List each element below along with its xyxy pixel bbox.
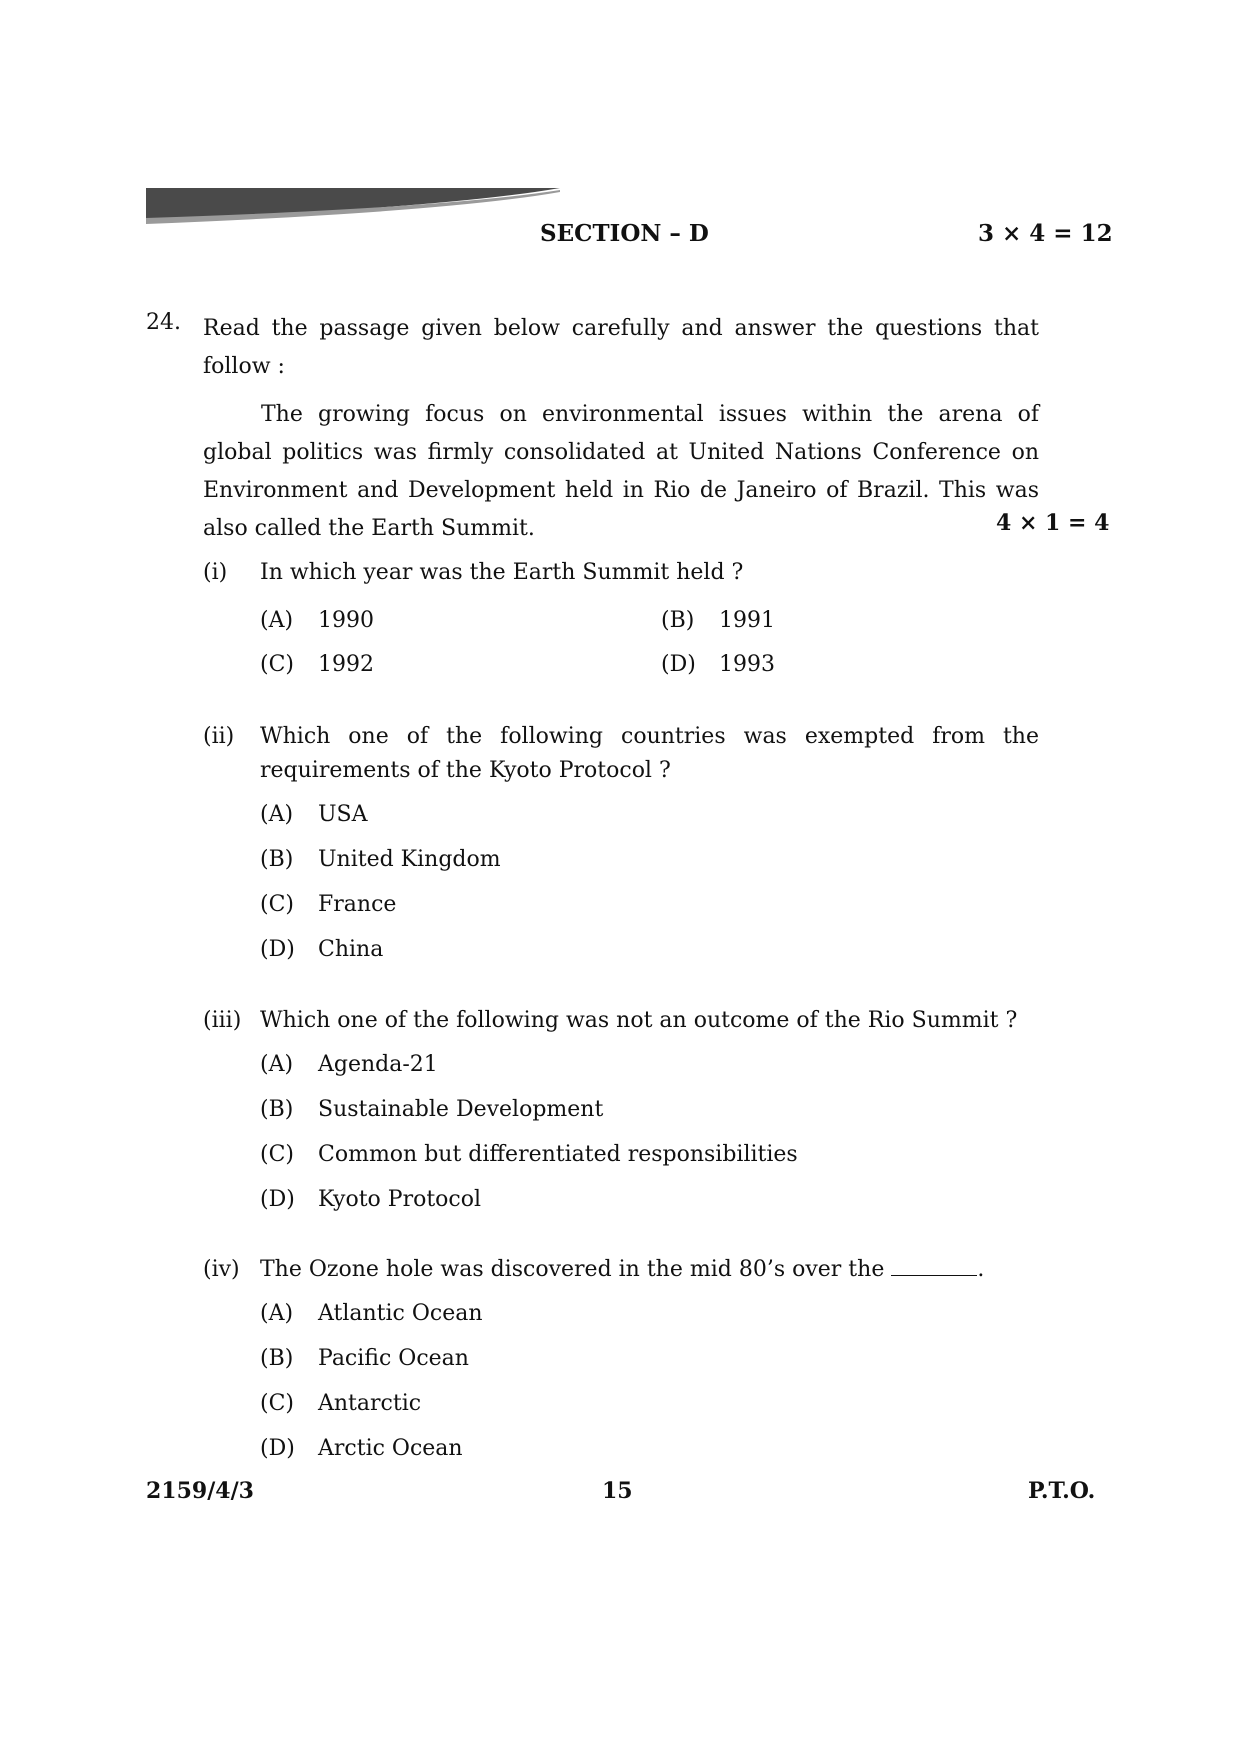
option-letter: (C): [260, 892, 294, 917]
question-number: 24.: [146, 310, 181, 335]
page-number: 15: [602, 1478, 633, 1504]
option-letter: (C): [260, 652, 294, 677]
option-letter: (D): [661, 652, 696, 677]
section-title: SECTION – D: [540, 220, 709, 247]
option-letter: (A): [260, 1052, 294, 1077]
option-text: Arctic Ocean: [318, 1436, 463, 1461]
option-letter: (D): [260, 1187, 295, 1212]
option-letter: (A): [260, 1301, 294, 1326]
answer-blank: [891, 1257, 977, 1276]
option-text: Agenda-21: [318, 1052, 438, 1077]
passage-text: The growing focus on environmental issues within the arena of global politics was firmly consolidated at United Nations Conference on Environment and Development held in Rio de Janeiro of Brazil. This was also called the Earth Summit.: [203, 402, 1039, 541]
option-text: Common but differentiated responsibilities: [318, 1142, 798, 1167]
subquestion-text: In which year was the Earth Summit held ?: [260, 560, 744, 585]
subquestion-label: (ii): [203, 724, 235, 749]
section-marks: 3 × 4 = 12: [978, 220, 1113, 247]
option-text: USA: [318, 802, 368, 827]
subquestion-text-after: .: [977, 1257, 985, 1282]
option-text: Pacific Ocean: [318, 1346, 469, 1371]
option-letter: (D): [260, 1436, 295, 1461]
subquestion-label: (i): [203, 560, 228, 585]
paper-code: 2159/4/3: [146, 1478, 254, 1504]
question-instruction: Read the passage given below carefully and answer the questions that follow :: [203, 316, 1039, 379]
header-decorative-bar: [146, 188, 560, 224]
option-letter: (C): [260, 1391, 294, 1416]
option-letter: (A): [260, 608, 294, 633]
option-text: Antarctic: [318, 1391, 422, 1416]
option-letter: (B): [260, 1097, 294, 1122]
question-marks: 4 × 1 = 4: [996, 510, 1110, 536]
option-text: 1992: [318, 652, 374, 677]
subquestion-text: Which one of the following countries was exempted from the requirements of the Kyoto Protocol ?: [260, 724, 1039, 783]
subquestion-text: Which one of the following was not an outcome of the Rio Summit ?: [260, 1008, 1018, 1033]
option-text: 1991: [719, 608, 775, 633]
subquestion-label: (iii): [203, 1008, 242, 1033]
option-letter: (B): [661, 608, 695, 633]
option-letter: (B): [260, 1346, 294, 1371]
option-text: China: [318, 937, 384, 962]
option-letter: (A): [260, 802, 294, 827]
subquestion-text-before: The Ozone hole was discovered in the mid 80’s over the: [260, 1257, 885, 1282]
option-text: Sustainable Development: [318, 1097, 604, 1122]
option-letter: (C): [260, 1142, 294, 1167]
option-text: Kyoto Protocol: [318, 1187, 482, 1212]
option-text: Atlantic Ocean: [318, 1301, 483, 1326]
option-text: 1990: [318, 608, 374, 633]
subquestion-label: (iv): [203, 1257, 240, 1282]
option-letter: (B): [260, 847, 294, 872]
subquestion-text: [260, 1253, 1066, 1287]
option-text: United Kingdom: [318, 847, 501, 872]
option-text: 1993: [719, 652, 775, 677]
option-letter: (D): [260, 937, 295, 962]
option-text: France: [318, 892, 397, 917]
pto-label: P.T.O.: [1028, 1478, 1096, 1504]
